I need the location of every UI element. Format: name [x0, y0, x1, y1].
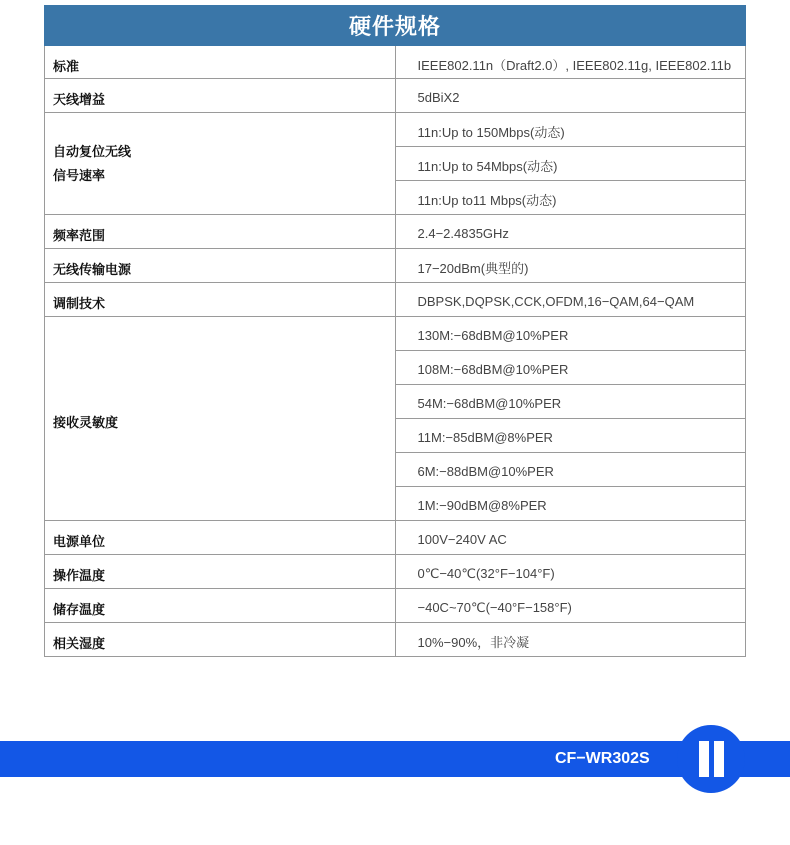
- row-label-standard: 标准: [45, 46, 396, 79]
- row-label-wireless-rate-line2: 信号速率: [53, 167, 106, 183]
- table-row: [45, 79, 746, 113]
- row-value-tx-power: 17−20dBm(典型的): [395, 249, 746, 283]
- model-name: CF−WR302S: [555, 750, 650, 767]
- row-label-sensitivity: 接收灵敏度: [45, 317, 396, 521]
- table-row: [45, 623, 746, 657]
- table-row: [45, 555, 746, 589]
- table-row: [45, 317, 746, 351]
- pause-icon-bar-right: [714, 741, 724, 777]
- row-label-storage-temp: 储存温度: [45, 589, 396, 623]
- row-label-power-unit: 电源单位: [45, 521, 396, 555]
- row-value-sens-6m: 6M:−88dBM@10%PER: [395, 453, 746, 487]
- table-row: [45, 283, 746, 317]
- table-row: [45, 249, 746, 283]
- row-label-frequency: 频率范围: [45, 215, 396, 249]
- row-value-antenna-gain: 5dBiX2: [395, 79, 746, 113]
- row-value-storage-temp: −40C~70℃(−40°F−158°F): [395, 589, 746, 623]
- row-value-standard: IEEE802.11n（Draft2.0）, IEEE802.11g, IEEE802.11b: [395, 46, 746, 79]
- row-label-operating-temp: 操作温度: [45, 555, 396, 589]
- hardware-spec-table: [44, 5, 746, 657]
- row-value-rate-150: 11n:Up to 150Mbps(动态): [395, 113, 746, 147]
- row-label-wireless-rate: [45, 113, 396, 215]
- row-value-power-unit: 100V−240V AC: [395, 521, 746, 555]
- row-value-sens-54m: 54M:−68dBM@10%PER: [395, 385, 746, 419]
- footer-banner: [0, 741, 790, 777]
- row-value-operating-temp: 0℃−40℃(32°F−104°F): [395, 555, 746, 589]
- row-value-rate-54: 11n:Up to 54Mbps(动态): [395, 147, 746, 181]
- row-label-antenna-gain: 天线增益: [45, 79, 396, 113]
- table-row: [45, 589, 746, 623]
- row-label-wireless-rate-line1: 自动复位无线: [53, 143, 132, 159]
- pause-icon: [677, 725, 745, 793]
- row-value-rate-11: 11n:Up to11 Mbps(动态): [395, 181, 746, 215]
- row-value-frequency: 2.4−2.4835GHz: [395, 215, 746, 249]
- row-value-sens-11m: 11M:−85dBM@8%PER: [395, 419, 746, 453]
- row-label-tx-power: 无线传输电源: [45, 249, 396, 283]
- row-label-humidity: 相关湿度: [45, 623, 396, 657]
- row-value-modulation: DBPSK,DQPSK,CCK,OFDM,16−QAM,64−QAM: [395, 283, 746, 317]
- row-label-modulation: 调制技术: [45, 283, 396, 317]
- table-row: [45, 113, 746, 147]
- row-value-humidity: 10%−90%，非冷凝: [395, 623, 746, 657]
- row-value-sens-108m: 108M:−68dBM@10%PER: [395, 351, 746, 385]
- table-row: [45, 215, 746, 249]
- table-row: [45, 521, 746, 555]
- spec-table-title: 硬件规格: [45, 6, 746, 46]
- table-row: [45, 46, 746, 79]
- pause-icon-bar-left: [699, 741, 709, 777]
- row-value-sens-1m: 1M:−90dBM@8%PER: [395, 487, 746, 521]
- row-value-sens-130m: 130M:−68dBM@10%PER: [395, 317, 746, 351]
